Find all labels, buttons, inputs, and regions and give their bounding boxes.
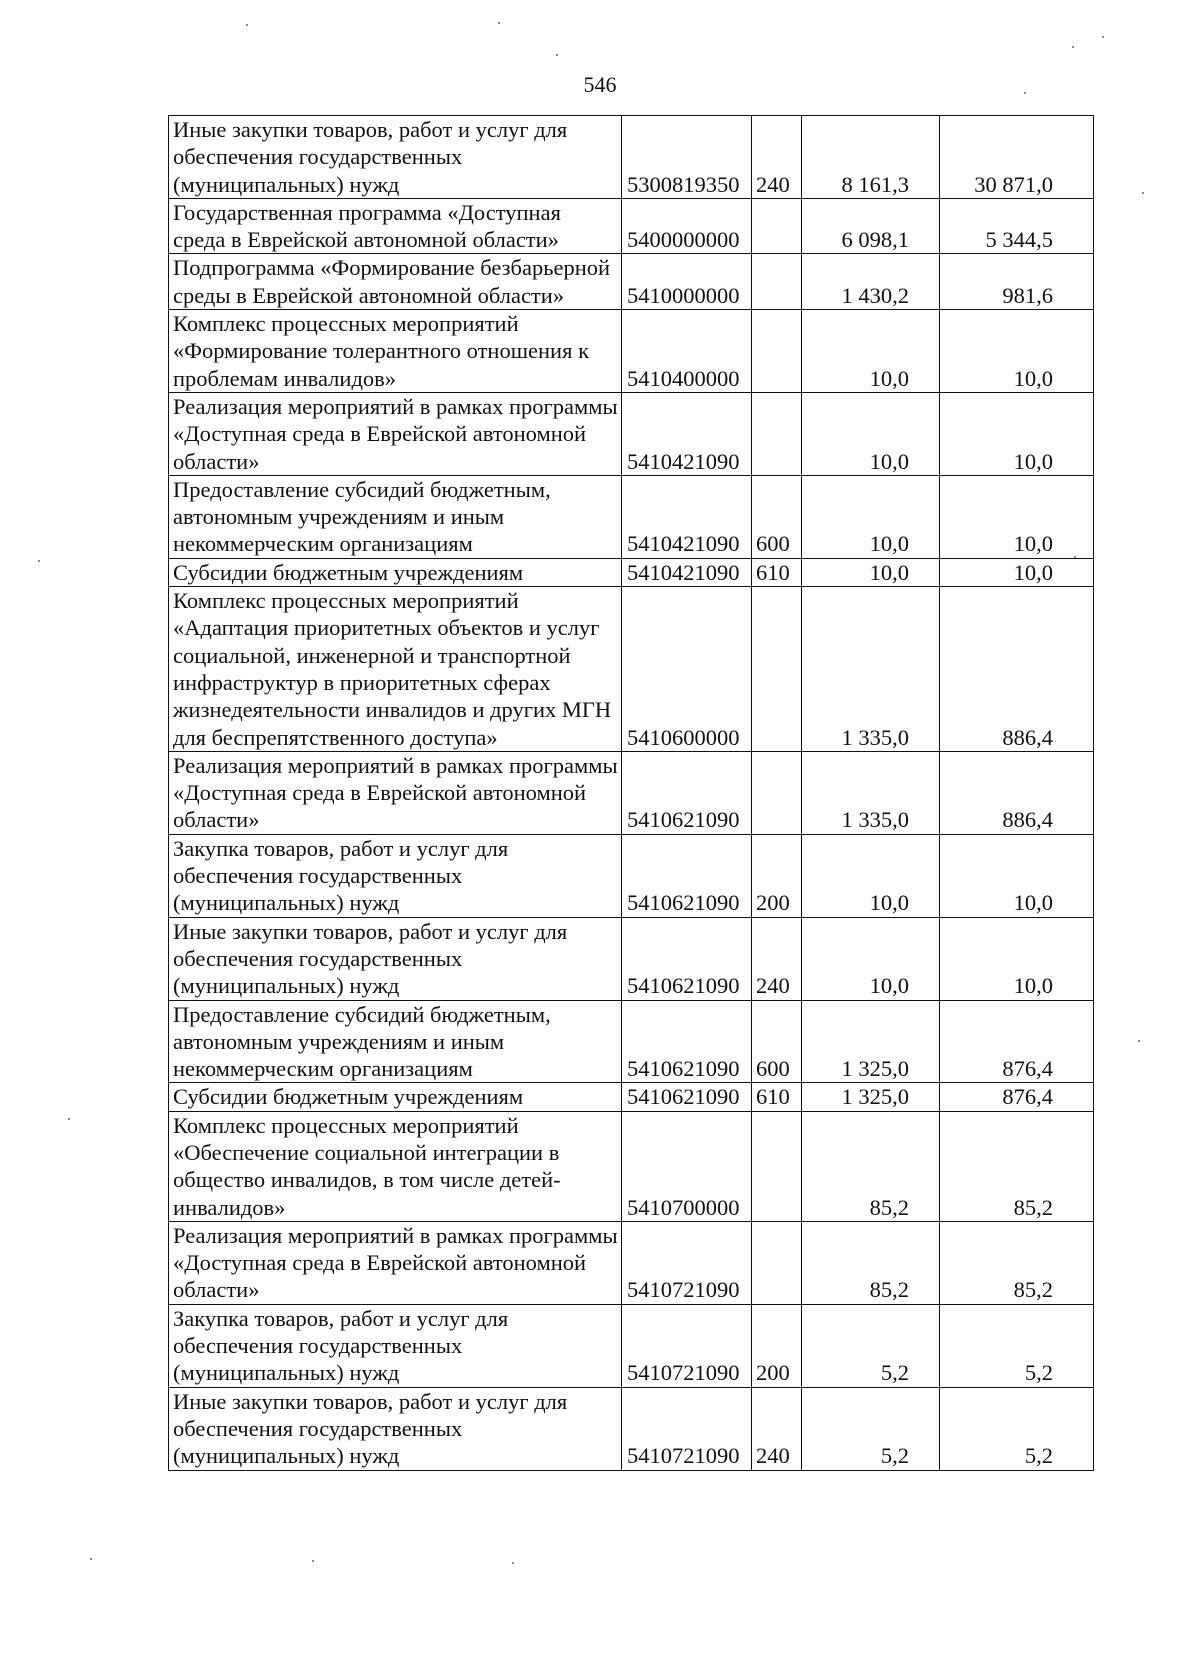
scan-speck <box>1142 192 1144 194</box>
table-row <box>169 1387 1094 1470</box>
row-expense-type: 200 <box>752 1304 802 1387</box>
scan-speck <box>68 1118 70 1120</box>
row-expense-type <box>752 392 802 475</box>
table-row <box>169 310 1094 393</box>
row-amount-year-2: 85,2 <box>940 1221 1094 1304</box>
table-row <box>169 1111 1094 1221</box>
row-code: 5300819350 <box>622 116 752 199</box>
table-row <box>169 587 1094 752</box>
row-amount-year-2: 10,0 <box>940 834 1094 917</box>
row-amount-year-2: 10,0 <box>940 475 1094 558</box>
row-code: 5410421090 <box>622 558 752 586</box>
row-code: 5410600000 <box>622 587 752 752</box>
table-row <box>169 116 1094 199</box>
row-name: Предоставление субсидий бюджетным, автономным учреждениям и иным некоммерческим организациям <box>169 1000 622 1083</box>
row-amount-year-2: 876,4 <box>940 1083 1094 1111</box>
scan-speck <box>246 24 248 26</box>
row-name: Иные закупки товаров, работ и услуг для обеспечения государственных (муниципальных) нужд <box>169 1387 622 1470</box>
row-code: 5410721090 <box>622 1304 752 1387</box>
row-code: 5410721090 <box>622 1221 752 1304</box>
row-amount-year-2: 886,4 <box>940 751 1094 834</box>
row-amount-year-2: 5,2 <box>940 1304 1094 1387</box>
row-expense-type: 240 <box>752 116 802 199</box>
row-amount-year-2: 981,6 <box>940 254 1094 310</box>
row-expense-type: 610 <box>752 1083 802 1111</box>
row-name: Реализация мероприятий в рамках программы «Доступная среда в Еврейской автономной области» <box>169 751 622 834</box>
row-expense-type <box>752 198 802 254</box>
row-name: Закупка товаров, работ и услуг для обеспечения государственных (муниципальных) нужд <box>169 834 622 917</box>
scan-speck <box>312 1560 314 1562</box>
row-name: Реализация мероприятий в рамках программы «Доступная среда в Еврейской автономной области» <box>169 1221 622 1304</box>
budget-table-body <box>169 116 1094 1471</box>
table-row <box>169 558 1094 586</box>
row-code: 5410621090 <box>622 1083 752 1111</box>
row-amount-year-1: 1 335,0 <box>802 751 940 834</box>
scan-speck <box>498 22 500 24</box>
row-amount-year-1: 5,2 <box>802 1304 940 1387</box>
row-amount-year-1: 10,0 <box>802 310 940 393</box>
scan-speck <box>556 54 558 56</box>
row-amount-year-2: 10,0 <box>940 558 1094 586</box>
scan-speck <box>90 1558 92 1560</box>
row-code: 5410621090 <box>622 834 752 917</box>
row-code: 5410000000 <box>622 254 752 310</box>
row-amount-year-1: 1 335,0 <box>802 587 940 752</box>
row-amount-year-2: 886,4 <box>940 587 1094 752</box>
row-name: Иные закупки товаров, работ и услуг для обеспечения государственных (муниципальных) нужд <box>169 917 622 1000</box>
row-name: Комплекс процессных мероприятий «Адаптация приоритетных объектов и услуг социальной, инженерной и транспортной инфраструктур в приоритетных сферах жизнедеятельности инвалидов и других МГН для беспрепятственного доступа» <box>169 587 622 752</box>
row-amount-year-2: 5,2 <box>940 1387 1094 1470</box>
row-amount-year-2: 876,4 <box>940 1000 1094 1083</box>
row-code: 5410621090 <box>622 917 752 1000</box>
row-amount-year-2: 10,0 <box>940 917 1094 1000</box>
table-row <box>169 1083 1094 1111</box>
row-expense-type <box>752 751 802 834</box>
table-row <box>169 392 1094 475</box>
row-name: Реализация мероприятий в рамках программы «Доступная среда в Еврейской автономной области» <box>169 392 622 475</box>
table-row <box>169 751 1094 834</box>
row-code: 5410621090 <box>622 751 752 834</box>
row-amount-year-1: 10,0 <box>802 475 940 558</box>
table-row <box>169 475 1094 558</box>
row-amount-year-2: 30 871,0 <box>940 116 1094 199</box>
row-amount-year-1: 10,0 <box>802 558 940 586</box>
row-name: Иные закупки товаров, работ и услуг для обеспечения государственных (муниципальных) нужд <box>169 116 622 199</box>
row-name: Государственная программа «Доступная среда в Еврейской автономной области» <box>169 198 622 254</box>
row-code: 5410421090 <box>622 392 752 475</box>
row-amount-year-2: 10,0 <box>940 310 1094 393</box>
row-expense-type <box>752 254 802 310</box>
row-name: Субсидии бюджетным учреждениям <box>169 1083 622 1111</box>
row-amount-year-1: 6 098,1 <box>802 198 940 254</box>
scan-speck <box>512 1562 514 1564</box>
page-number: 546 <box>583 72 617 97</box>
table-row <box>169 1304 1094 1387</box>
row-name: Подпрограмма «Формирование безбарьерной среды в Еврейской автономной области» <box>169 254 622 310</box>
row-expense-type: 600 <box>752 475 802 558</box>
table-row <box>169 254 1094 310</box>
row-amount-year-1: 85,2 <box>802 1221 940 1304</box>
row-name: Комплекс процессных мероприятий «Обеспечение социальной интеграции в общество инвалидов, в том числе детей-инвалидов» <box>169 1111 622 1221</box>
row-name: Комплекс процессных мероприятий «Формирование толерантного отношения к проблемам инвалидов» <box>169 310 622 393</box>
row-amount-year-1: 10,0 <box>802 392 940 475</box>
table-row <box>169 1221 1094 1304</box>
table-row <box>169 1000 1094 1083</box>
row-expense-type: 240 <box>752 1387 802 1470</box>
row-amount-year-1: 1 325,0 <box>802 1083 940 1111</box>
row-expense-type: 600 <box>752 1000 802 1083</box>
row-amount-year-1: 10,0 <box>802 917 940 1000</box>
budget-table <box>168 115 1094 1471</box>
row-expense-type <box>752 310 802 393</box>
row-expense-type <box>752 1221 802 1304</box>
scan-speck <box>1074 556 1076 558</box>
table-row <box>169 198 1094 254</box>
row-amount-year-2: 85,2 <box>940 1111 1094 1221</box>
scan-speck <box>1024 92 1026 94</box>
row-amount-year-1: 1 325,0 <box>802 1000 940 1083</box>
row-code: 5410721090 <box>622 1387 752 1470</box>
row-amount-year-1: 8 161,3 <box>802 116 940 199</box>
row-code: 5410700000 <box>622 1111 752 1221</box>
row-amount-year-2: 10,0 <box>940 392 1094 475</box>
row-amount-year-1: 85,2 <box>802 1111 940 1221</box>
row-name: Закупка товаров, работ и услуг для обеспечения государственных (муниципальных) нужд <box>169 1304 622 1387</box>
row-name: Субсидии бюджетным учреждениям <box>169 558 622 586</box>
row-expense-type: 610 <box>752 558 802 586</box>
row-amount-year-1: 5,2 <box>802 1387 940 1470</box>
scan-speck <box>1102 36 1104 38</box>
row-name: Предоставление субсидий бюджетным, автономным учреждениям и иным некоммерческим организациям <box>169 475 622 558</box>
row-code: 5410421090 <box>622 475 752 558</box>
scan-speck <box>1138 1040 1140 1042</box>
scan-speck <box>38 560 40 562</box>
row-expense-type: 240 <box>752 917 802 1000</box>
row-expense-type: 200 <box>752 834 802 917</box>
table-row <box>169 834 1094 917</box>
row-amount-year-1: 1 430,2 <box>802 254 940 310</box>
row-expense-type <box>752 587 802 752</box>
row-code: 5410400000 <box>622 310 752 393</box>
table-row <box>169 917 1094 1000</box>
row-code: 5400000000 <box>622 198 752 254</box>
scan-speck <box>1072 46 1074 48</box>
row-code: 5410621090 <box>622 1000 752 1083</box>
row-amount-year-1: 10,0 <box>802 834 940 917</box>
row-expense-type <box>752 1111 802 1221</box>
row-amount-year-2: 5 344,5 <box>940 198 1094 254</box>
